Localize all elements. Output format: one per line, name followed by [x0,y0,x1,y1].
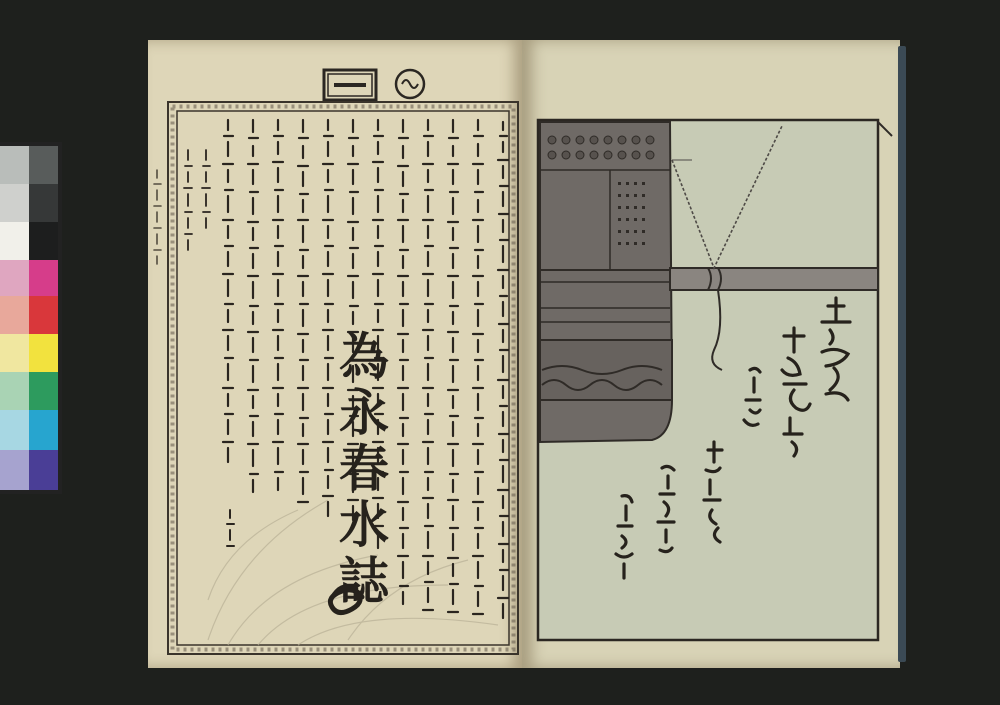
bell-illustration-icon [540,122,672,442]
book-spread [148,40,900,668]
chapter-number-plaque-icon [324,70,376,100]
annotation-mark [227,510,234,546]
date-lines [184,150,210,250]
page-edge [898,46,906,662]
illustration [522,40,900,668]
author-signature: 為永春水誌 [331,330,390,610]
right-page [522,40,900,668]
left-page [148,40,524,668]
round-seal-icon [396,70,424,98]
striker-beam [670,268,878,290]
margin-note [154,170,161,264]
color-chart-icon [0,142,62,494]
